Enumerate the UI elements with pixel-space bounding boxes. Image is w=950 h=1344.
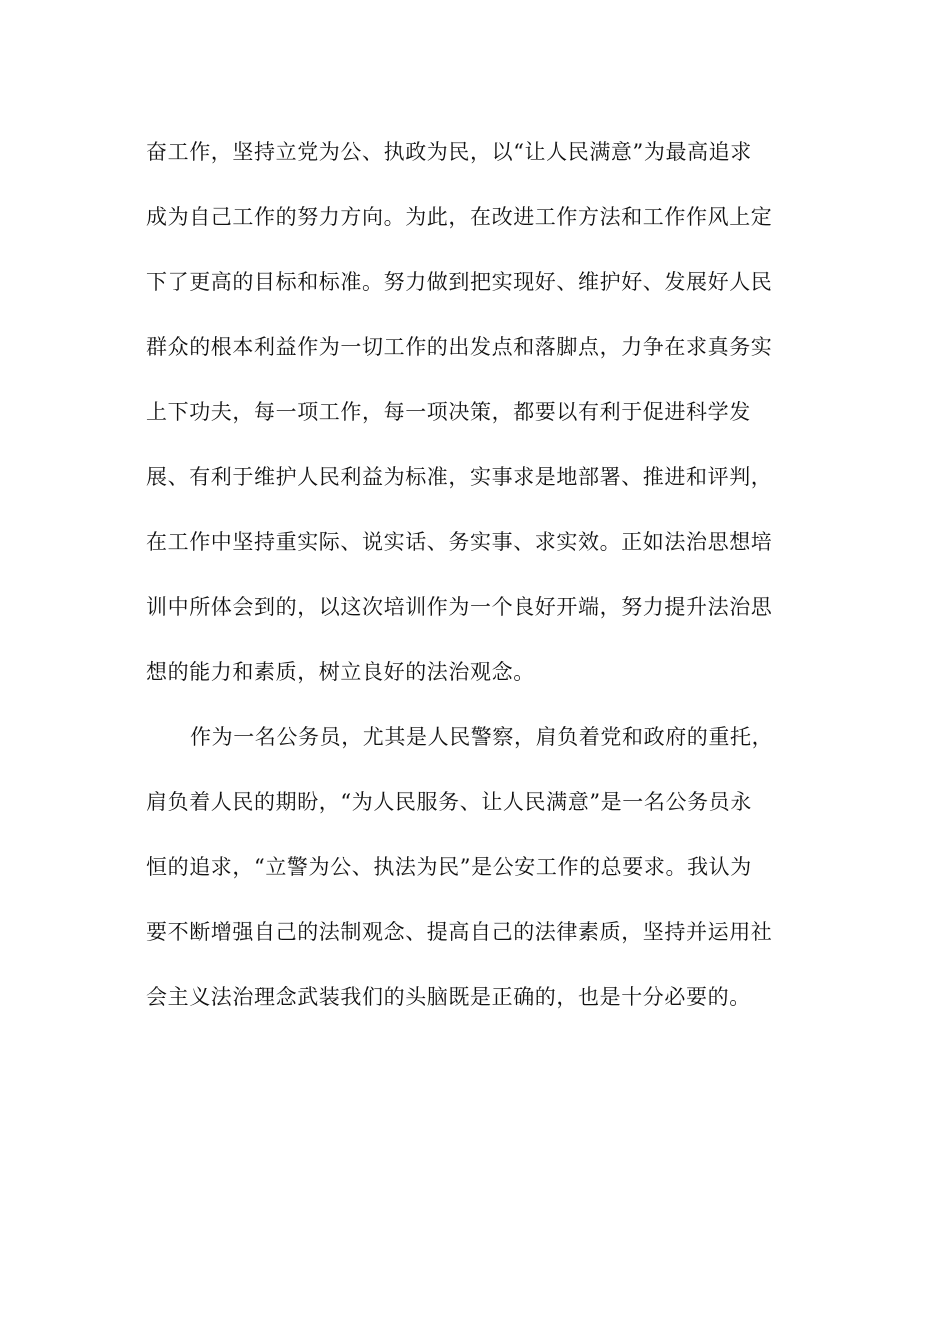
paragraph-line: 群众的根本利益作为一切工作的出发点和落脚点，力争在求真务实 [146,335,773,359]
paragraph-line: 上下功夫，每一项工作，每一项决策，都要以有利于促进科学发 [146,400,751,424]
paragraph-line: 展、有利于维护人民利益为标准，实事求是地部署、推进和评判， [146,465,773,489]
paragraph-line: 会主义法治理念武装我们的头脑既是正确的，也是十分必要的。 [146,985,751,1009]
paragraph-line: 恒的追求，“立警为公、执法为民”是公安工作的总要求。我认为 [146,855,752,879]
paragraph-line: 想的能力和素质，树立良好的法治观念。 [146,660,535,684]
paragraph-line: 肩负着人民的期盼，“为人民服务、让人民满意”是一名公务员永 [146,790,752,814]
paragraph-line: 在工作中坚持重实际、说实话、务实事、求实效。正如法治思想培 [146,530,773,554]
paragraph-line: 奋工作，坚持立党为公、执政为民，以“让人民满意”为最高追求 [146,140,752,164]
paragraph-line: 下了更高的目标和标准。努力做到把实现好、维护好、发展好人民 [146,270,773,294]
paragraph-first-line: 作为一名公务员，尤其是人民警察，肩负着党和政府的重托， [190,725,774,749]
paragraph-line: 要不断增强自己的法制观念、提高自己的法律素质，坚持并运用社 [146,920,773,944]
paragraph-line: 成为自己工作的努力方向。为此，在改进工作方法和工作作风上定 [146,205,773,229]
body-text [146,124,796,1034]
paragraph-line: 训中所体会到的，以这次培训作为一个良好开端，努力提升法治思 [146,595,773,619]
